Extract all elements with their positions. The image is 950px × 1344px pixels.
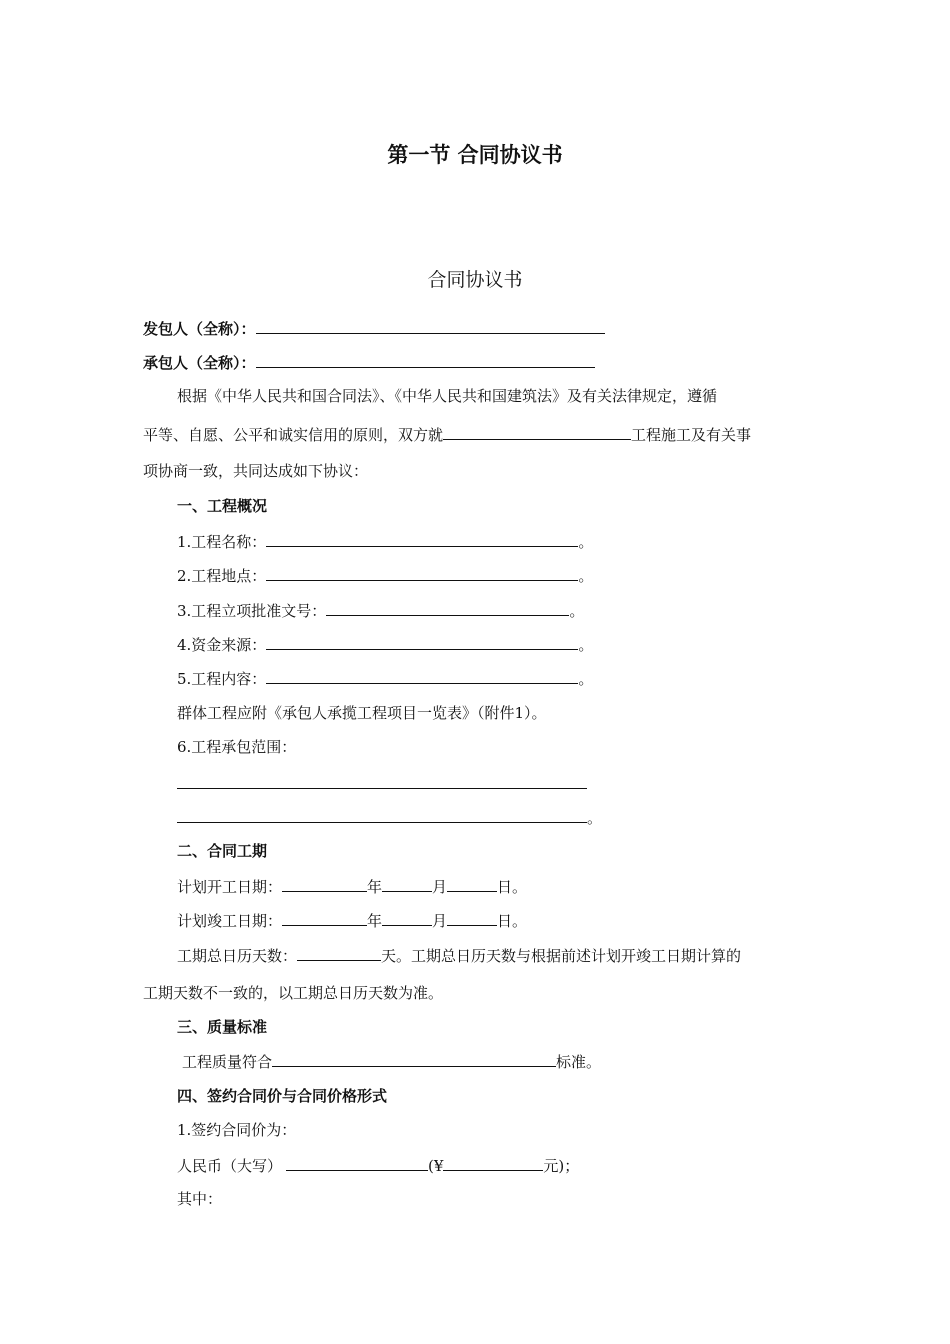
period: 。 bbox=[578, 670, 594, 688]
rmb-symbol: (¥ bbox=[428, 1157, 444, 1175]
total-days-line bbox=[177, 945, 741, 966]
month-label: 月 bbox=[432, 912, 448, 930]
employer-label: 发包人（全称）： bbox=[143, 320, 256, 338]
quality-standard-field[interactable] bbox=[272, 1051, 556, 1067]
start-day-field[interactable] bbox=[447, 876, 497, 892]
planned-start-line bbox=[177, 876, 527, 897]
yuan-label: 元)； bbox=[543, 1157, 580, 1175]
period: 。 bbox=[578, 636, 594, 654]
preamble-line-2 bbox=[143, 424, 751, 445]
rmb-uppercase-field[interactable] bbox=[286, 1155, 428, 1171]
project-location-label: 2.工程地点： bbox=[177, 567, 267, 585]
approval-number-field[interactable] bbox=[326, 600, 569, 616]
total-days-label: 工期总日历天数： bbox=[177, 947, 298, 965]
project-location-line bbox=[177, 565, 593, 586]
day-label: 日。 bbox=[497, 878, 528, 896]
period: 。 bbox=[587, 809, 603, 827]
employer-blank[interactable] bbox=[256, 318, 605, 334]
project-content-field[interactable] bbox=[266, 668, 578, 684]
period: 。 bbox=[578, 567, 594, 585]
rmb-label: 人民币（大写） bbox=[177, 1157, 283, 1175]
project-content-label: 5.工程内容： bbox=[177, 670, 267, 688]
start-month-field[interactable] bbox=[382, 876, 432, 892]
contract-price-label: 1.签约合同价为： bbox=[177, 1121, 297, 1139]
employer-line bbox=[143, 318, 605, 339]
funding-source-field[interactable] bbox=[266, 634, 578, 650]
project-name-line bbox=[177, 531, 593, 552]
section-4-heading: 四、签约合同价与合同价格形式 bbox=[177, 1087, 388, 1105]
project-content-line bbox=[177, 668, 593, 689]
start-year-field[interactable] bbox=[282, 876, 367, 892]
period: 。 bbox=[569, 602, 585, 620]
preamble-text-b: 工程施工及有关事 bbox=[631, 426, 752, 444]
day-label: 日。 bbox=[497, 912, 528, 930]
funding-source-line bbox=[177, 634, 593, 655]
approval-number-label: 3.工程立项批准文号： bbox=[177, 602, 327, 620]
quality-standard-suffix: 标准。 bbox=[556, 1053, 602, 1071]
planned-end-label: 计划竣工日期： bbox=[177, 912, 283, 930]
contractor-label: 承包人（全称）： bbox=[143, 354, 256, 372]
contractor-line bbox=[143, 352, 595, 373]
month-label: 月 bbox=[432, 878, 448, 896]
project-location-field[interactable] bbox=[266, 565, 578, 581]
period: 。 bbox=[578, 533, 594, 551]
year-label: 年 bbox=[367, 912, 383, 930]
total-days-text: 天。工期总日历天数与根据前述计划开竣工日期计算的 bbox=[381, 947, 742, 965]
rmb-line bbox=[177, 1155, 579, 1176]
total-days-field[interactable] bbox=[297, 945, 381, 961]
preamble-line-3: 项协商一致，共同达成如下协议： bbox=[143, 462, 369, 480]
section-title: 第一节 合同协议书 bbox=[387, 143, 563, 167]
among-label: 其中： bbox=[177, 1190, 223, 1208]
end-month-field[interactable] bbox=[382, 910, 432, 926]
year-label: 年 bbox=[367, 878, 383, 896]
quality-standard-label: 工程质量符合 bbox=[182, 1053, 273, 1071]
end-year-field[interactable] bbox=[282, 910, 367, 926]
contract-scope-label: 6.工程承包范围： bbox=[177, 738, 297, 756]
scope-line-2 bbox=[177, 807, 602, 828]
group-project-note: 群体工程应附《承包人承揽工程项目一览表》（附件1）。 bbox=[177, 704, 547, 722]
approval-number-line bbox=[177, 600, 584, 621]
scope-blank-1[interactable] bbox=[177, 788, 587, 789]
preamble-text-a: 平等、自愿、公平和诚实信用的原则，双方就 bbox=[143, 426, 444, 444]
preamble-line-1: 根据《中华人民共和国合同法》、《中华人民共和国建筑法》及有关法律规定，遵循 bbox=[177, 387, 718, 405]
contractor-blank[interactable] bbox=[256, 352, 595, 368]
planned-start-label: 计划开工日期： bbox=[177, 878, 283, 896]
project-name-field[interactable] bbox=[266, 531, 578, 547]
funding-source-label: 4.资金来源： bbox=[177, 636, 267, 654]
section-1-heading: 一、工程概况 bbox=[177, 497, 268, 515]
section-2-heading: 二、合同工期 bbox=[177, 842, 268, 860]
document-title: 合同协议书 bbox=[427, 269, 523, 291]
total-days-line-2: 工期天数不一致的，以工期总日历天数为准。 bbox=[143, 984, 444, 1002]
section-3-heading: 三、质量标准 bbox=[177, 1018, 268, 1036]
end-day-field[interactable] bbox=[447, 910, 497, 926]
scope-blank-2[interactable] bbox=[177, 807, 587, 823]
project-name-label: 1.工程名称： bbox=[177, 533, 267, 551]
planned-end-line bbox=[177, 910, 527, 931]
rmb-amount-field[interactable] bbox=[443, 1155, 543, 1171]
quality-standard-line bbox=[182, 1051, 601, 1072]
project-name-blank[interactable] bbox=[443, 424, 631, 440]
